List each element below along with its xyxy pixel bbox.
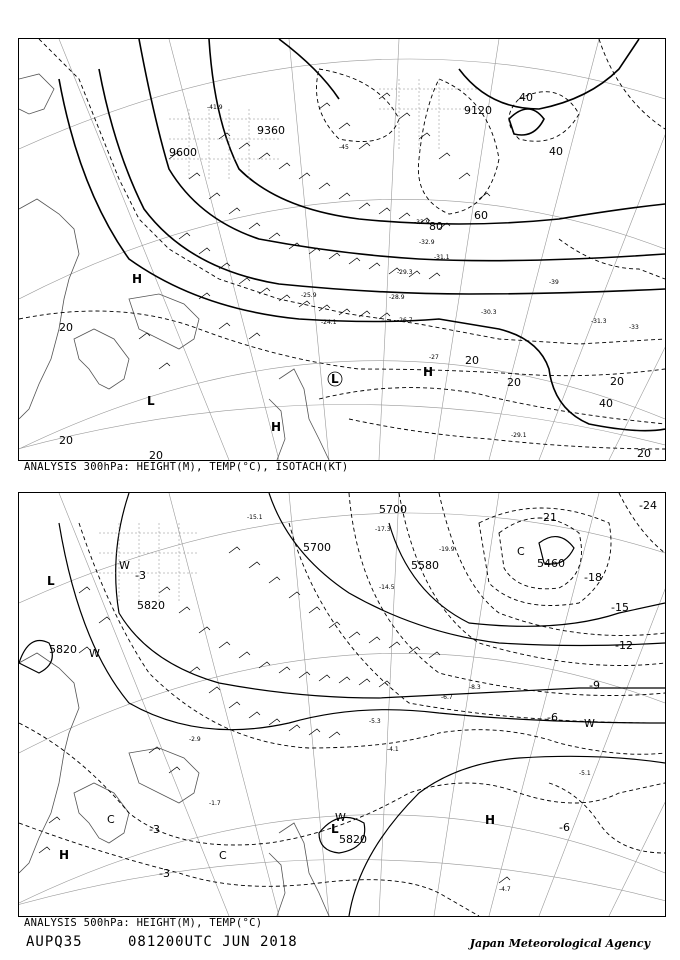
isotherm-label: -15 [611, 601, 629, 614]
isotherm-label: -6 [547, 711, 558, 724]
contour-label: 9360 [257, 124, 285, 137]
chart-300hpa-map [19, 39, 665, 460]
contour-label: 9120 [464, 104, 492, 117]
chart-500hpa [18, 492, 666, 917]
pressure-centers [132, 272, 433, 434]
isotach-label: 60 [474, 209, 488, 222]
temp-label: -5.1 [579, 770, 591, 777]
temp-label: -24.1 [321, 319, 337, 326]
low-center: L [331, 822, 339, 836]
isotherm-label: -3 [135, 569, 146, 582]
contour-label: 5700 [303, 541, 331, 554]
temp-label: -26.7 [397, 317, 413, 324]
isotach-label: 20 [507, 376, 521, 389]
agency-name: Japan Meteorological Agency [469, 937, 650, 950]
high-center: H [271, 420, 282, 434]
temp-label: -17.3 [375, 526, 391, 533]
isotach-label: 40 [519, 91, 533, 104]
isotach-label: 20 [59, 321, 73, 334]
temperature-labels [189, 514, 591, 893]
caption-300hpa: ANALYSIS 300hPa: HEIGHT(M), TEMP(°C), ISOTACH(KT) [24, 461, 349, 473]
temp-label: -32.9 [419, 239, 435, 246]
warm-marker: W [335, 811, 346, 824]
graticule [19, 39, 665, 460]
isotherm-label: -21 [539, 511, 557, 524]
isotach-label: 20 [610, 375, 624, 388]
temp-label: -31.1 [434, 254, 450, 261]
height-contours [19, 493, 665, 916]
contour-label: 9600 [169, 146, 197, 159]
temp-label: -33.9 [414, 219, 430, 226]
temp-label: -31.3 [591, 318, 607, 325]
temp-label: -29.1 [511, 432, 527, 439]
warm-marker: W [119, 559, 130, 572]
isotach-label: 20 [149, 449, 163, 460]
station-grid [99, 523, 199, 603]
temp-label: -19.9 [439, 546, 455, 553]
warm-marker: W [584, 717, 595, 730]
temp-label: -15.1 [247, 514, 263, 521]
temp-label: -33 [629, 324, 639, 331]
temp-label: -29.3 [397, 269, 413, 276]
temp-label: -14.5 [379, 584, 395, 591]
contour-labels [169, 104, 492, 159]
contour-label: 5700 [379, 503, 407, 516]
low-center: L [147, 394, 155, 408]
isotherm-label: -9 [589, 679, 600, 692]
temp-label: -2.9 [189, 736, 201, 743]
isotherm-label: -18 [584, 571, 602, 584]
isotherm-label: -24 [639, 499, 657, 512]
cold-marker: C [107, 813, 115, 826]
temp-label: -4.1 [387, 746, 399, 753]
high-center: H [423, 365, 434, 379]
isotach-label: 20 [465, 354, 479, 367]
contour-labels [49, 503, 565, 846]
high-center: H [59, 848, 70, 862]
contour-label: 5820 [339, 833, 367, 846]
isotach-label: 40 [599, 397, 613, 410]
temp-label: -39 [549, 279, 559, 286]
temp-label: -6.7 [441, 694, 453, 701]
temp-label: -28.9 [389, 294, 405, 301]
temp-label: -25.9 [301, 292, 317, 299]
analysis-datetime: 081200UTC JUN 2018 [128, 934, 298, 950]
isotach-label: 80 [429, 220, 443, 233]
temp-label: -8.3 [469, 684, 481, 691]
temp-label: -30.3 [481, 309, 497, 316]
cold-marker: C [517, 545, 525, 558]
contour-label: 5820 [49, 643, 77, 656]
isotherm-label: -12 [615, 639, 633, 652]
isotach-label: 40 [549, 145, 563, 158]
temp-label: -27 [429, 354, 439, 361]
warm-marker: W [89, 647, 100, 660]
isotherm-label: -3 [159, 867, 170, 880]
isotherm-label: -6 [559, 821, 570, 834]
chart-id: AUPQ35 [26, 934, 83, 950]
contour-label: 5460 [537, 557, 565, 570]
temperature-labels [207, 104, 639, 439]
contour-label: 5820 [137, 599, 165, 612]
temp-label: -45 [339, 144, 349, 151]
isotherm-label: -3 [149, 823, 160, 836]
temp-label: -41.9 [207, 104, 223, 111]
high-center: H [132, 272, 143, 286]
height-contours [59, 39, 665, 431]
chart-300hpa [18, 38, 666, 461]
low-center: L [331, 372, 339, 386]
cold-warm-markers [89, 545, 595, 862]
temp-label: -5.3 [369, 718, 381, 725]
cold-marker: C [219, 849, 227, 862]
low-center: L [47, 574, 55, 588]
caption-500hpa: ANALYSIS 500hPa: HEIGHT(M), TEMP(°C) [24, 917, 263, 929]
wind-barbs [39, 547, 510, 883]
contour-label: 5580 [411, 559, 439, 572]
temp-label: -4.7 [499, 886, 511, 893]
isotach-label: 20 [637, 447, 651, 460]
chart-500hpa-map [19, 493, 665, 916]
isotach-label: 20 [59, 434, 73, 447]
high-center: H [485, 813, 496, 827]
temp-label: -1.7 [209, 800, 221, 807]
